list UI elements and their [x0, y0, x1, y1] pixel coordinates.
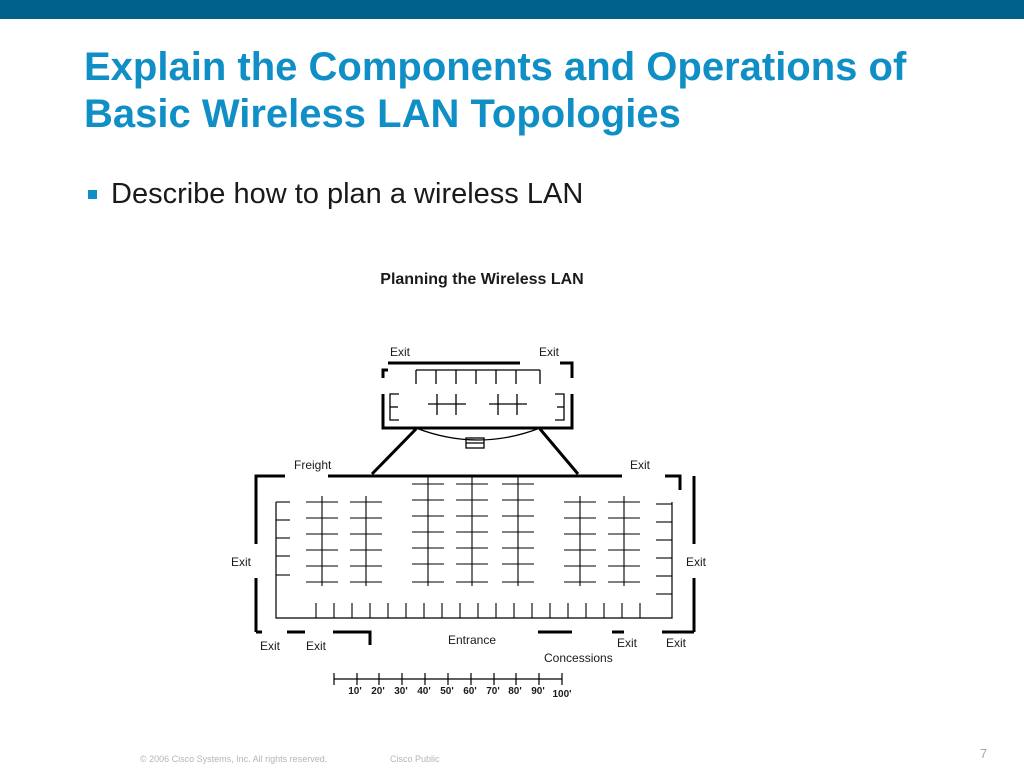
scale-tick-label: 40' [417, 686, 431, 697]
scale-tick-label: 10' [348, 686, 362, 697]
scale-bar [334, 673, 562, 685]
upper-room-furniture [390, 370, 564, 448]
upper-room-walls [383, 363, 572, 428]
diagram-labels [231, 345, 707, 665]
scale-tick-label: 100' [552, 689, 572, 700]
label-exit-top-right: Exit [630, 458, 651, 472]
scale-tick-label: 30' [394, 686, 408, 697]
label-exit-bottom-3: Exit [617, 636, 638, 650]
footer-copyright: © 2006 Cisco Systems, Inc. All rights reserved. [140, 754, 328, 764]
scale-tick-labels [348, 686, 571, 700]
scale-tick-label: 80' [508, 686, 522, 697]
label-exit-bottom-4: Exit [666, 636, 687, 650]
label-concessions: Concessions [544, 651, 613, 665]
diagram-title: Planning the Wireless LAN [380, 271, 584, 288]
label-exit-bottom-2: Exit [306, 639, 327, 653]
scale-tick-label: 20' [371, 686, 385, 697]
scale-tick-label: 60' [463, 686, 477, 697]
footer-classification: Cisco Public [390, 754, 440, 764]
label-freight: Freight [294, 458, 332, 472]
slide-title: Explain the Components and Operations of Basic Wireless LAN Topologies [84, 45, 907, 136]
corridor-walls [372, 429, 578, 474]
main-floor-inner [276, 502, 672, 618]
label-entrance: Entrance [448, 633, 497, 647]
page-number: 7 [980, 746, 988, 761]
label-exit-bottom-1: Exit [260, 639, 281, 653]
scale-tick-label: 50' [440, 686, 454, 697]
label-exit-upper-left: Exit [390, 345, 411, 359]
scale-tick-label: 70' [486, 686, 500, 697]
label-exit-upper-right: Exit [539, 345, 560, 359]
label-exit-left: Exit [231, 555, 252, 569]
bullet-text: Describe how to plan a wireless LAN [111, 178, 584, 210]
main-floor-shelving [276, 476, 672, 618]
scale-tick-label: 90' [531, 686, 545, 697]
label-exit-right: Exit [686, 555, 707, 569]
